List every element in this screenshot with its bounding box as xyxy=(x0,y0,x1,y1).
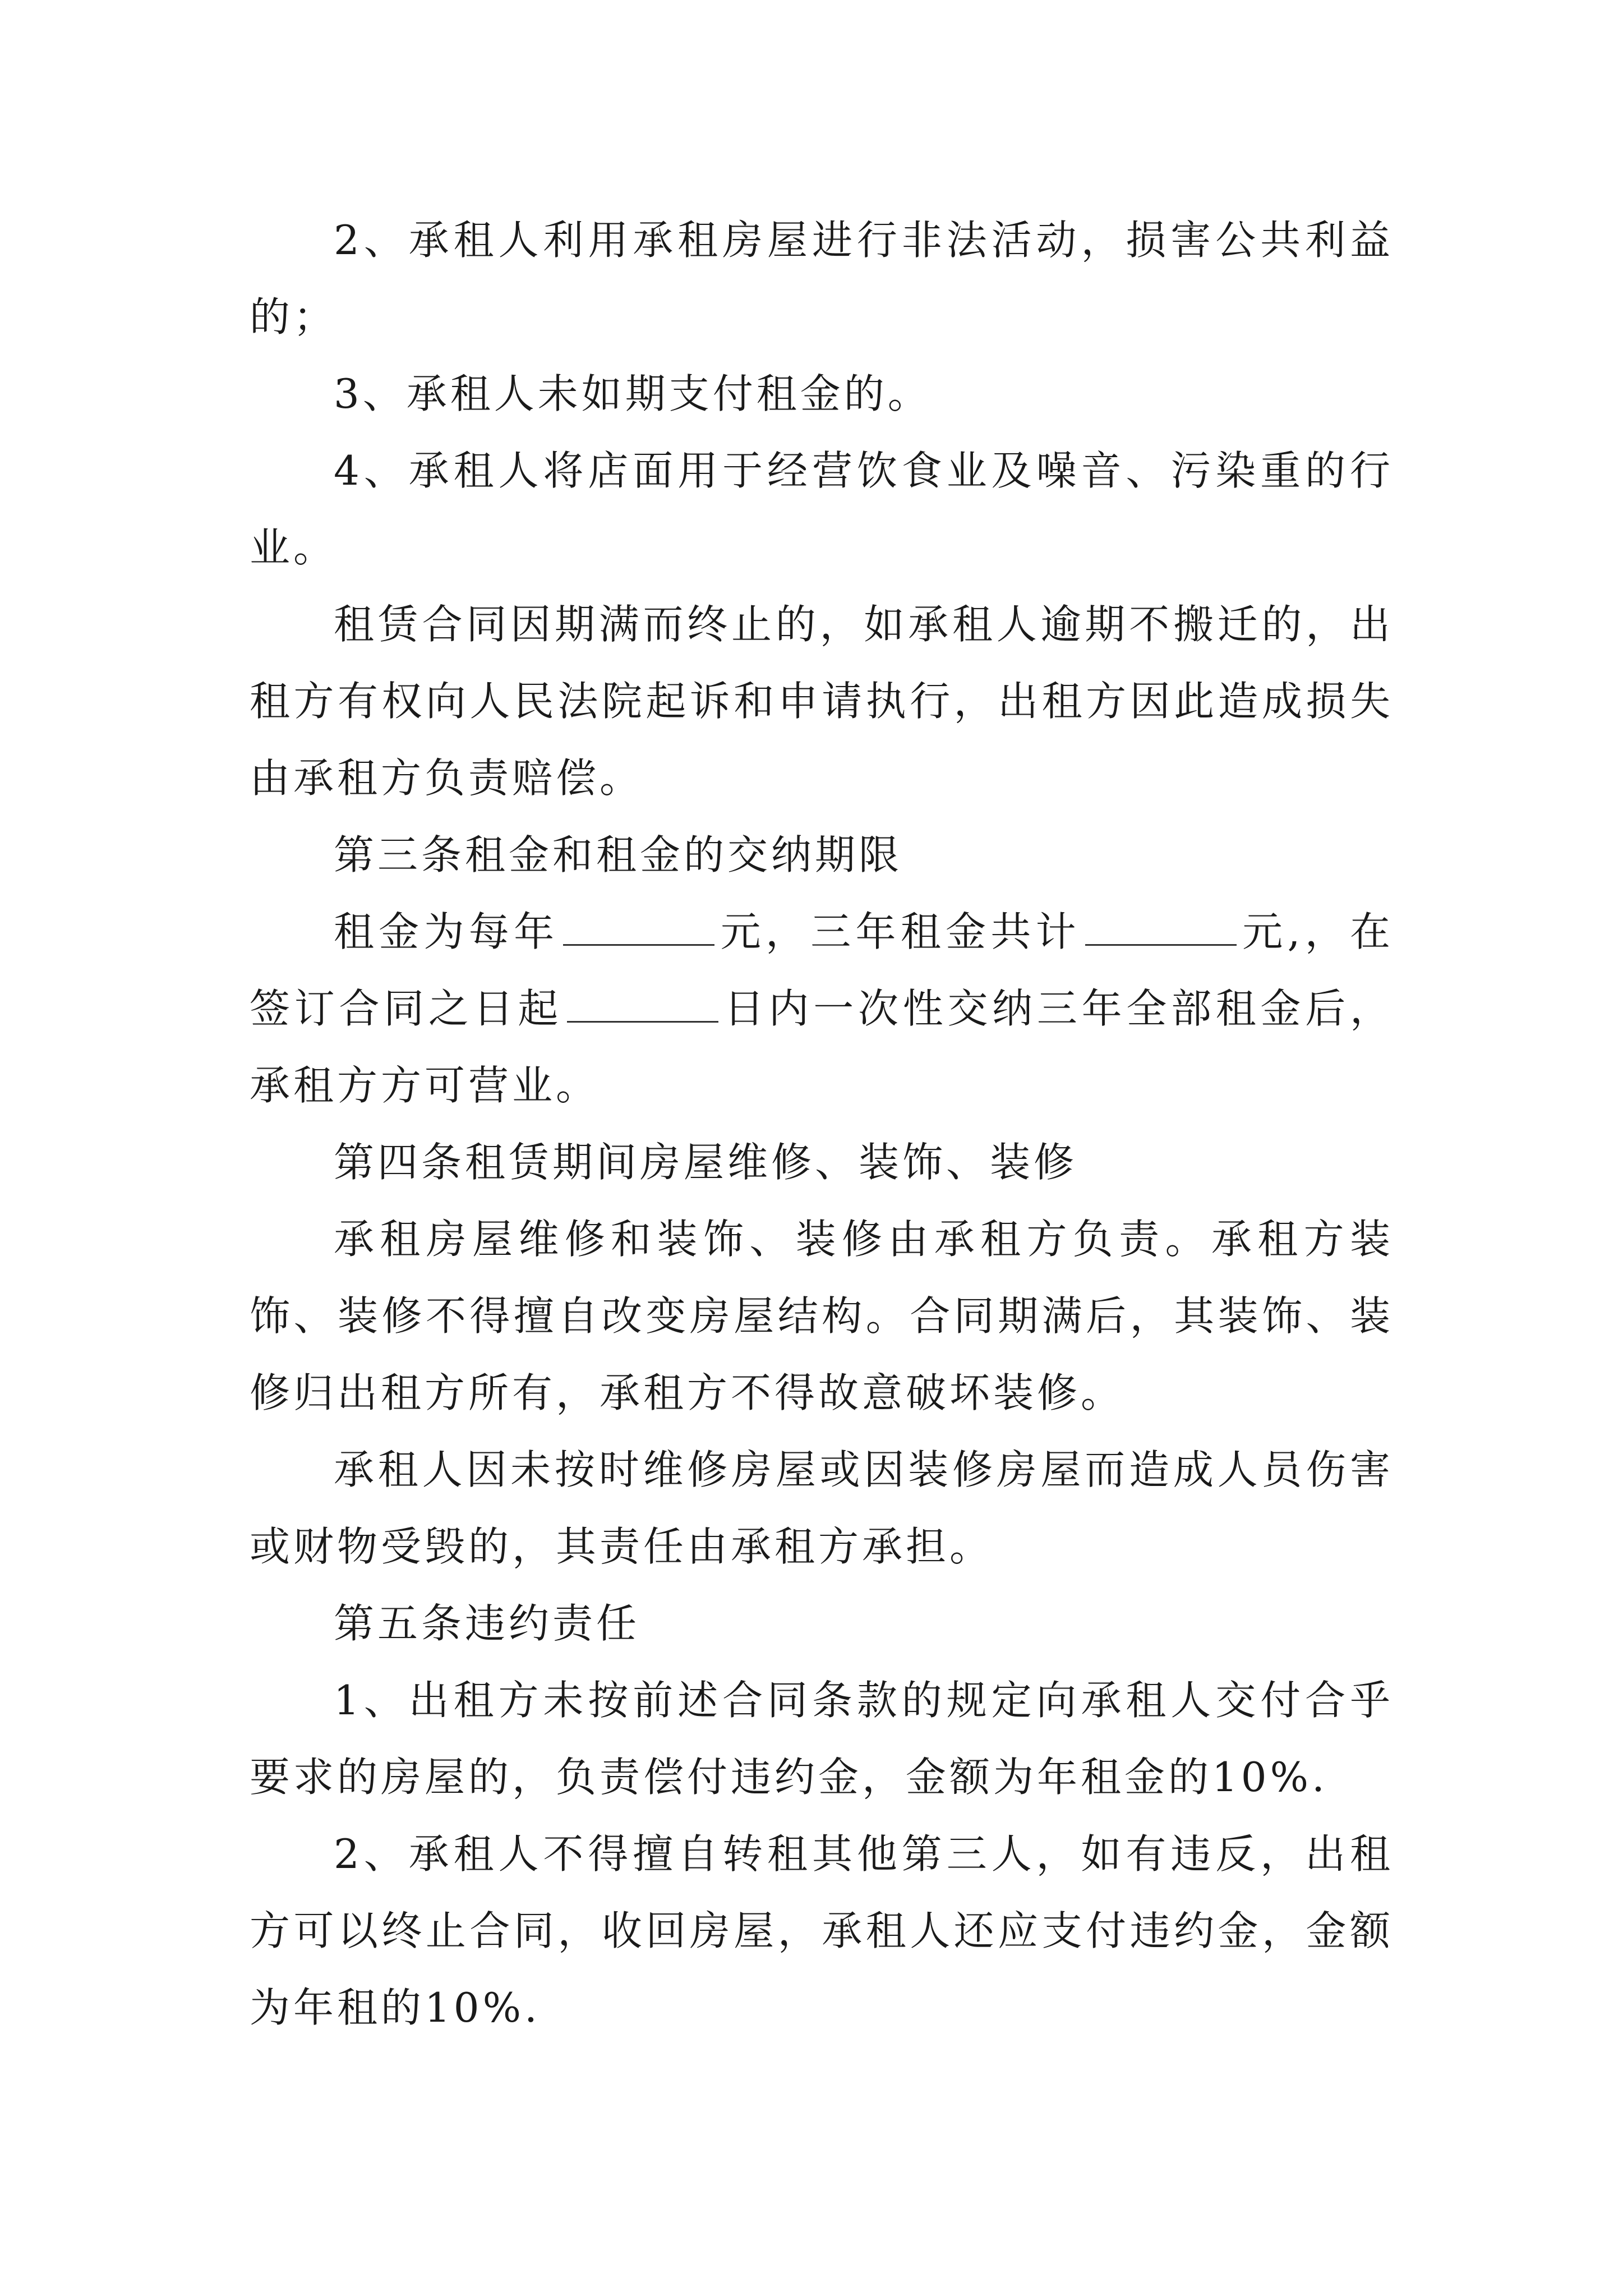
paragraph-clause-4: 4、承租人将店面用于经营饮食业及噪音、污染重的行业。 xyxy=(250,447,1394,571)
paragraph-clause-2: 2、承租人利用承租房屋进行非法活动，损害公共利益的； xyxy=(250,217,1394,341)
document-body xyxy=(250,202,1394,2046)
rent-text-3: 元,，在签订合同之日起 xyxy=(250,908,1394,1032)
annual-rent-blank xyxy=(563,910,714,946)
paragraph-clause-3: 3、承租人未如期支付租金的。 xyxy=(334,370,932,417)
rent-text-2: 元，三年租金共计 xyxy=(719,908,1081,955)
paragraph-breach-1: 1、出租方未按前述合同条款的规定向承租人交付合乎要求的房屋的，负责偿付违约金，金额为年租金的10%. xyxy=(250,1677,1394,1801)
paragraph-expiry: 租赁合同因期满而终止的，如承租人逾期不搬迁的，出租方有权向人民法院起诉和申请执行，出租方因此造成损失由承租方负责赔偿。 xyxy=(250,601,1394,802)
rent-text-4: 日内一次性交纳三年全部租金后，承租方方可营业。 xyxy=(250,985,1394,1109)
paragraph-maintenance: 承租房屋维修和装饰、装修由承租方负责。承租方装饰、装修不得擅自改变房屋结构。合同期满后，其装饰、装修归出租方所有，承租方不得故意破坏装修。 xyxy=(250,1216,1394,1416)
paragraph-breach-2: 2、承租人不得擅自转租其他第三人，如有违反，出租方可以终止合同，收回房屋，承租人还应支付违约金，金额为年租的10%. xyxy=(250,1830,1394,2031)
heading-article-3: 第三条租金和租金的交纳期限 xyxy=(334,831,903,878)
heading-article-5: 第五条违约责任 xyxy=(334,1600,640,1647)
total-rent-blank xyxy=(1085,910,1237,946)
paragraph-liability: 承租人因未按时维修房屋或因装修房屋而造成人员伤害或财物受毁的，其责任由承租方承担。 xyxy=(250,1446,1394,1570)
rent-text-1: 租金为每年 xyxy=(334,908,559,955)
paragraph-rent-terms xyxy=(250,894,1394,1124)
heading-article-4: 第四条租赁期间房屋维修、装饰、装修 xyxy=(334,1139,1078,1186)
payment-days-blank xyxy=(567,987,718,1023)
